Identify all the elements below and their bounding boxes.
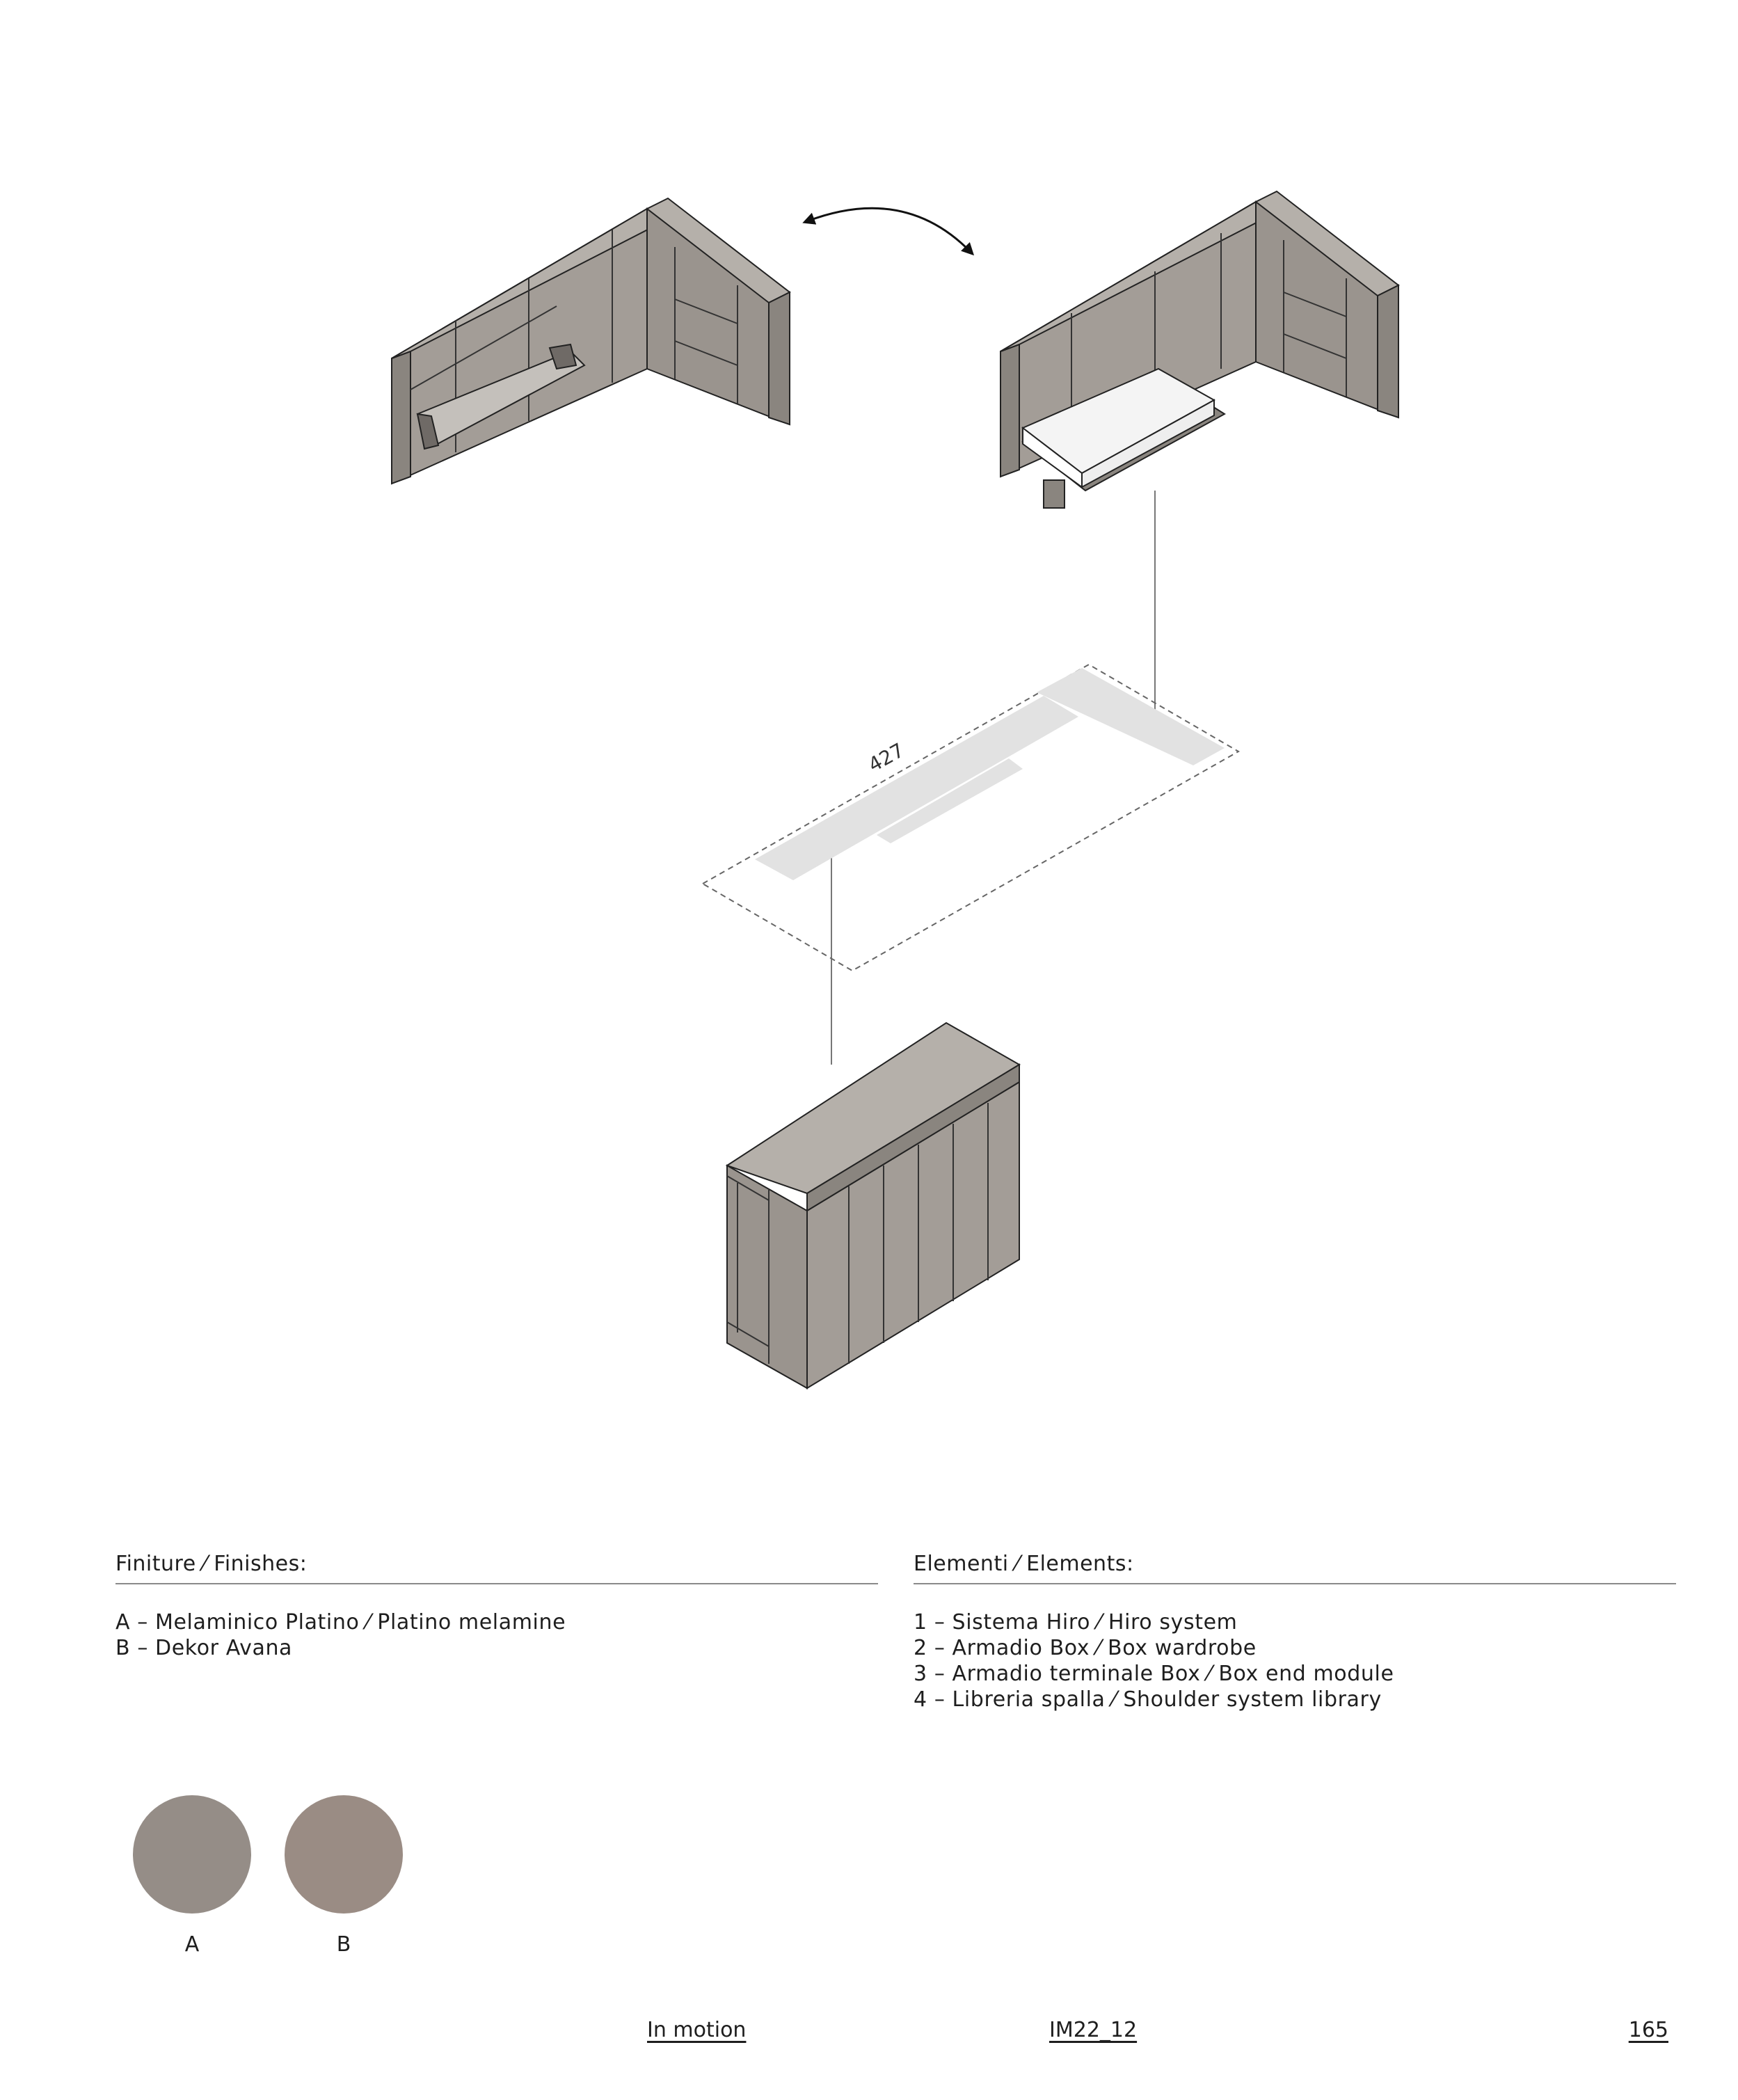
- finishes-title: Finiture ⁄ Finishes:: [115, 1552, 878, 1584]
- list-item: B – Dekor Avana: [115, 1636, 293, 1660]
- elements-section: [914, 1552, 1676, 1712]
- list-item: 2 – Armadio Box ⁄ Box wardrobe: [914, 1636, 1257, 1660]
- list-item: 3 – Armadio terminale Box ⁄ Box end module: [914, 1662, 1394, 1686]
- swatch-a: [133, 1795, 251, 1914]
- finishes-list: [115, 1609, 878, 1661]
- swatch-b: [285, 1795, 403, 1914]
- finishes-section: [115, 1552, 878, 1661]
- swatch-b-label: B: [336, 1932, 351, 1957]
- dimension-label: 427: [864, 738, 909, 777]
- unit-bed-mode: [1000, 191, 1398, 508]
- unit-wardrobe: [727, 1023, 1019, 1388]
- elements-list: [914, 1609, 1676, 1712]
- list-item: 4 – Libreria spalla ⁄ Shoulder system library: [914, 1687, 1382, 1712]
- unit-desk-mode: [392, 198, 790, 484]
- page-number[interactable]: 165: [1628, 2018, 1668, 2042]
- list-item: A – Melaminico Platino ⁄ Platino melamine: [115, 1610, 566, 1634]
- footer-collection-link[interactable]: In motion: [647, 2018, 747, 2042]
- list-item: 1 – Sistema Hiro ⁄ Hiro system: [914, 1610, 1238, 1634]
- elements-title: Elementi ⁄ Elements:: [914, 1552, 1676, 1584]
- footer-code-link[interactable]: IM22_12: [1049, 2018, 1138, 2042]
- floor-footprint: [703, 665, 1238, 971]
- swatch-a-label: A: [184, 1932, 200, 1957]
- rotate-arrow: [807, 208, 971, 252]
